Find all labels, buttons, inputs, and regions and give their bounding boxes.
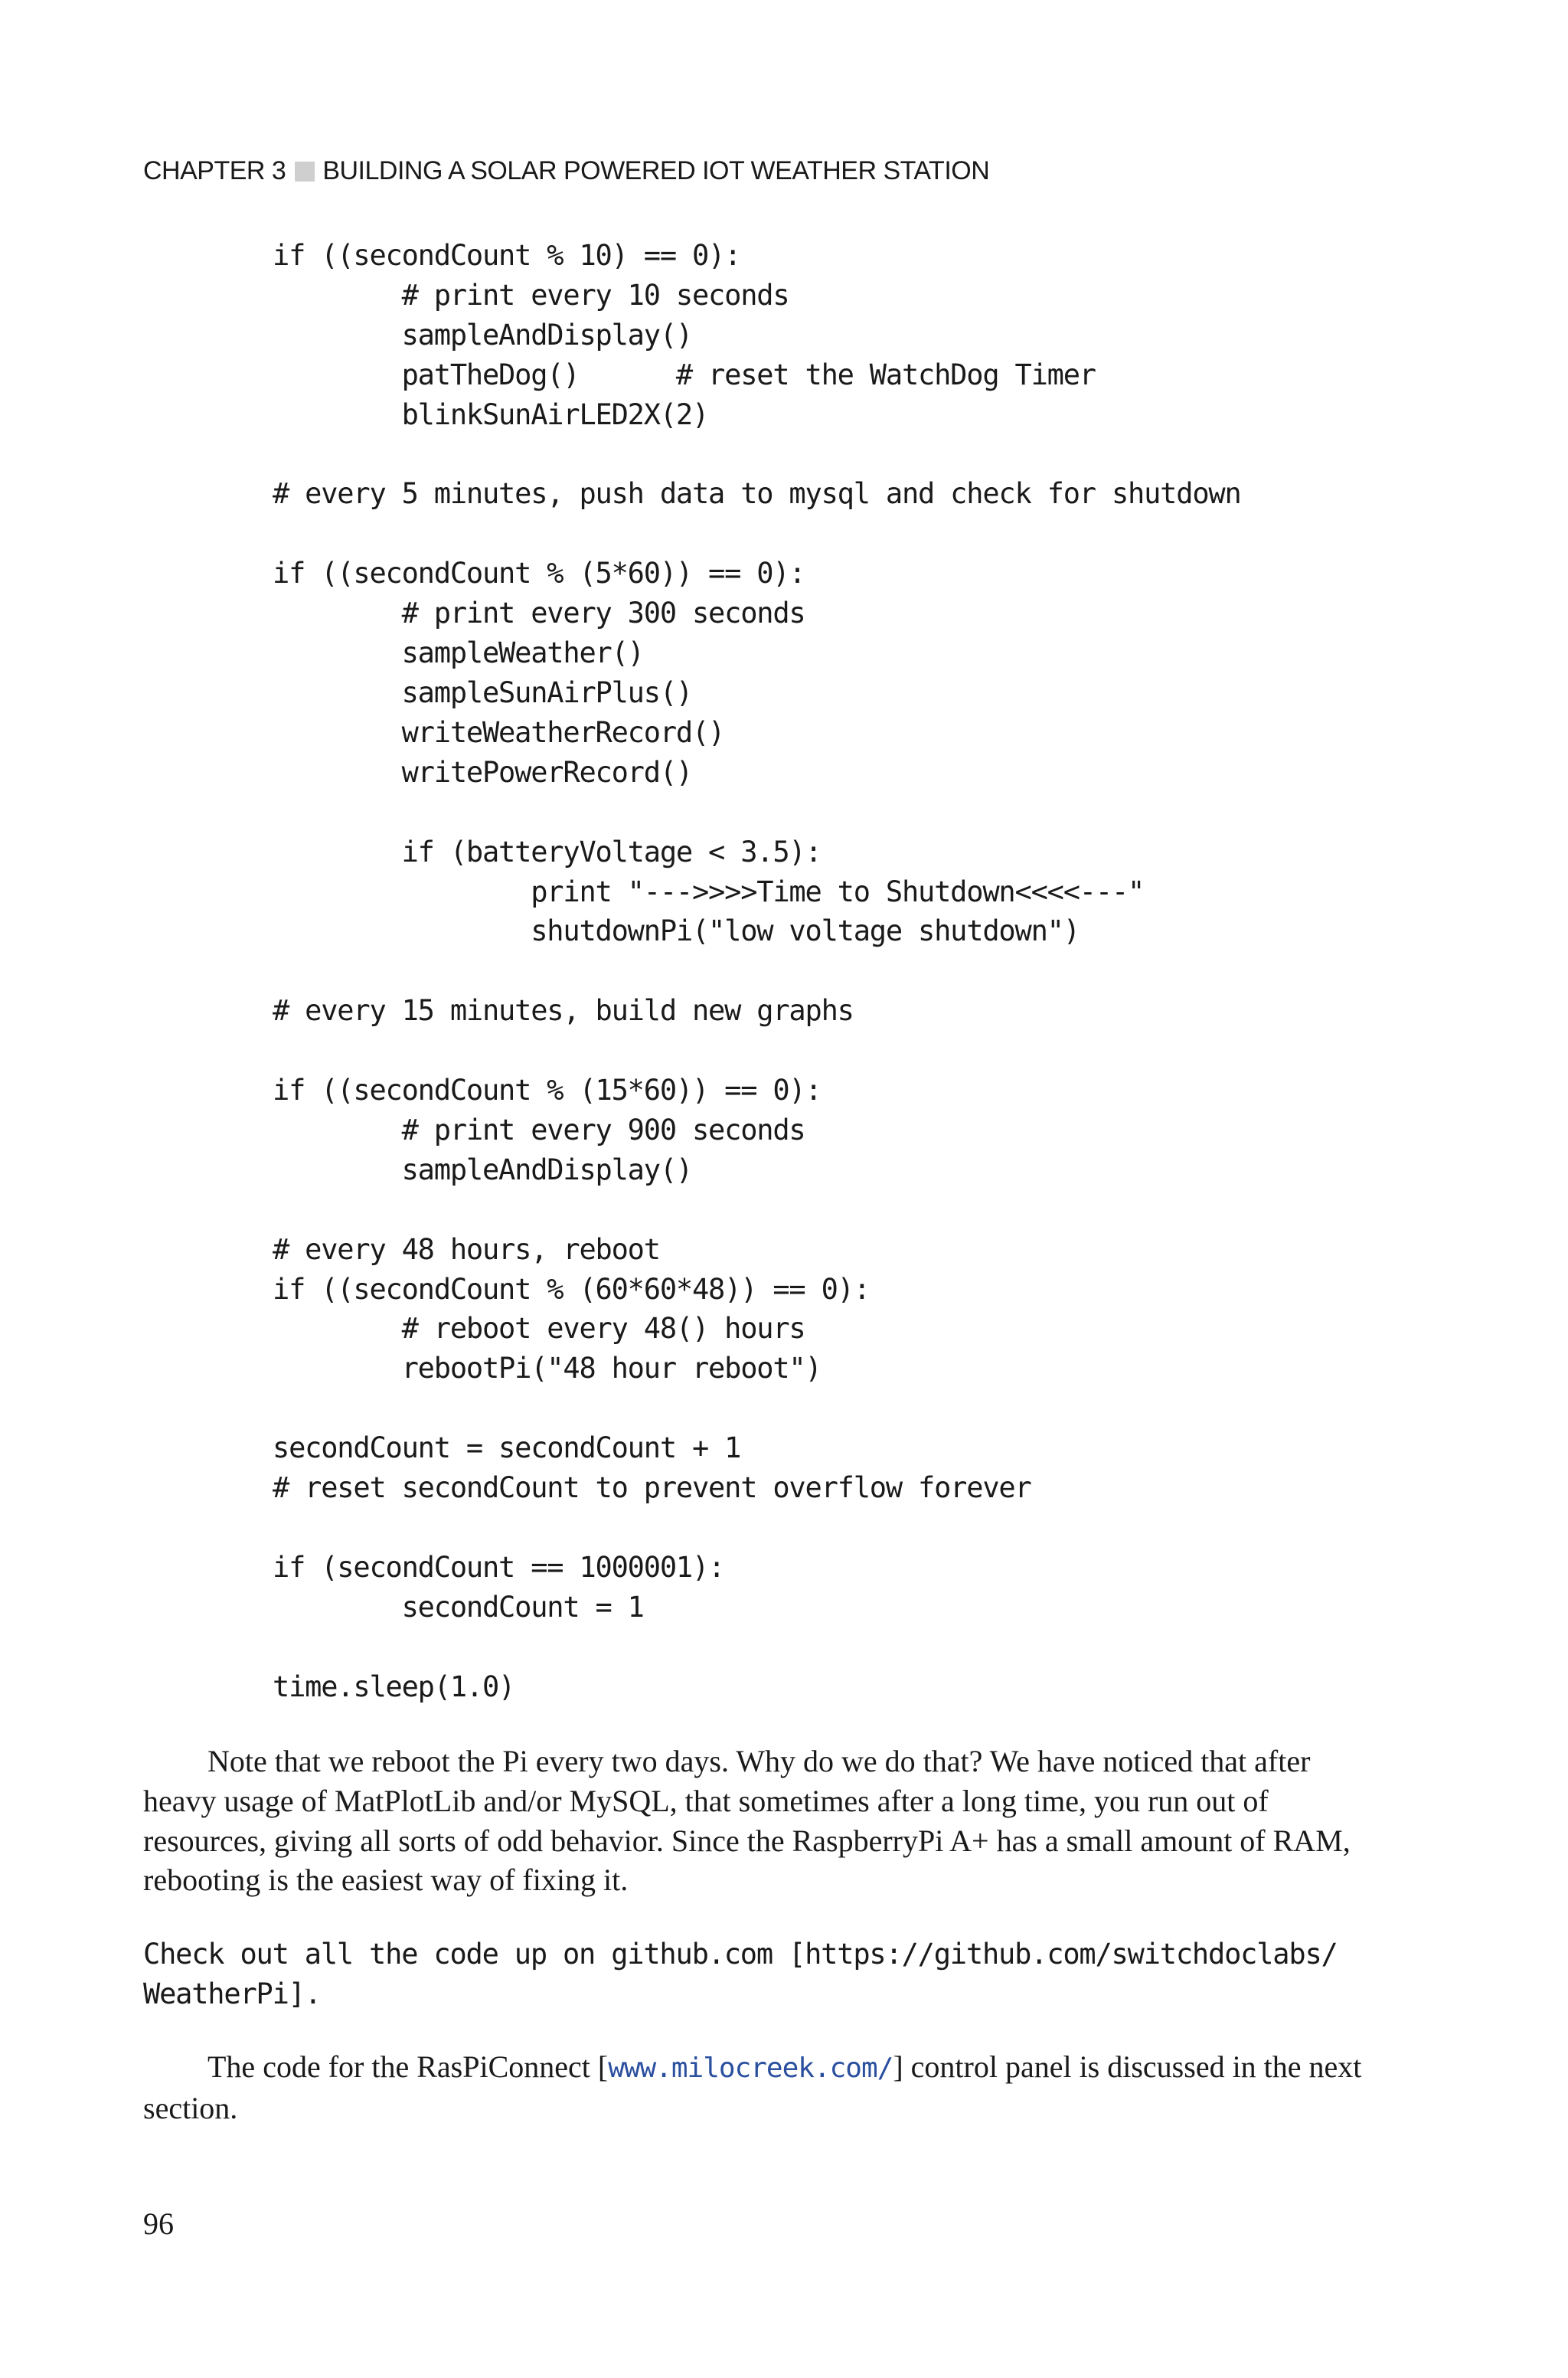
raspiconnect-text-after: ] control panel is discussed in the next section.: [143, 2049, 1362, 2125]
raspiconnect-text-before: The code for the RasPiConnect [: [207, 2049, 609, 2084]
chapter-label: CHAPTER 3: [143, 156, 286, 185]
paragraph-raspiconnect: [143, 2047, 1383, 2128]
chapter-title: BUILDING A SOLAR POWERED IOT WEATHER STATION: [322, 156, 990, 185]
paragraph-reboot-note: Note that we reboot the Pi every two days. Why do we do that? We have noticed that after heavy usage of MatPlotLib and/or MySQL, that sometimes after a long time, you run out of resources, giving all sorts of odd behavior. Since the RaspberryPi A+ has a small amount of RAM, rebooting is the easiest way of fixing it.: [143, 1744, 1351, 1898]
code-block: if ((secondCount % 10) == 0): # print every 10 seconds sampleAndDisplay() patTheDog() # reset the WatchDog Timer blinkSunAirLED2X(2) # every 5 minutes, push data to mysql and check for shutdown if ((secondCount % (5*60)) == 0): # print every 300 seconds sampleWeather() sampleSunAirPlus() writeWeatherRecord() writePowerRecord() if (batteryVoltage < 3.5): print "--->>>>Time to Shutdown<<<<---" shutdownPi("low voltage shutdown") # every 15 minutes, build new graphs if ((secondCount % (15*60)) == 0): # print every 900 seconds sampleAndDisplay() # every 48 hours, reboot if ((secondCount % (60*60*48)) == 0): # reboot every 48() hours rebootPi("48 hour reboot") secondCount = secondCount + 1 # reset secondCount to prevent overflow forever if (secondCount == 1000001): secondCount = 1 time.sleep(1.0): [273, 239, 1241, 1703]
page-number: 96: [143, 2206, 174, 2241]
github-line-2: WeatherPi].: [143, 1977, 321, 2010]
milocreek-link[interactable]: www.milocreek.com/: [608, 2053, 893, 2084]
github-line-1: Check out all the code up on github.com [https://github.com/switchdoclabs/: [143, 1938, 1338, 1971]
running-header: [143, 156, 989, 186]
header-square-icon: [295, 162, 315, 182]
